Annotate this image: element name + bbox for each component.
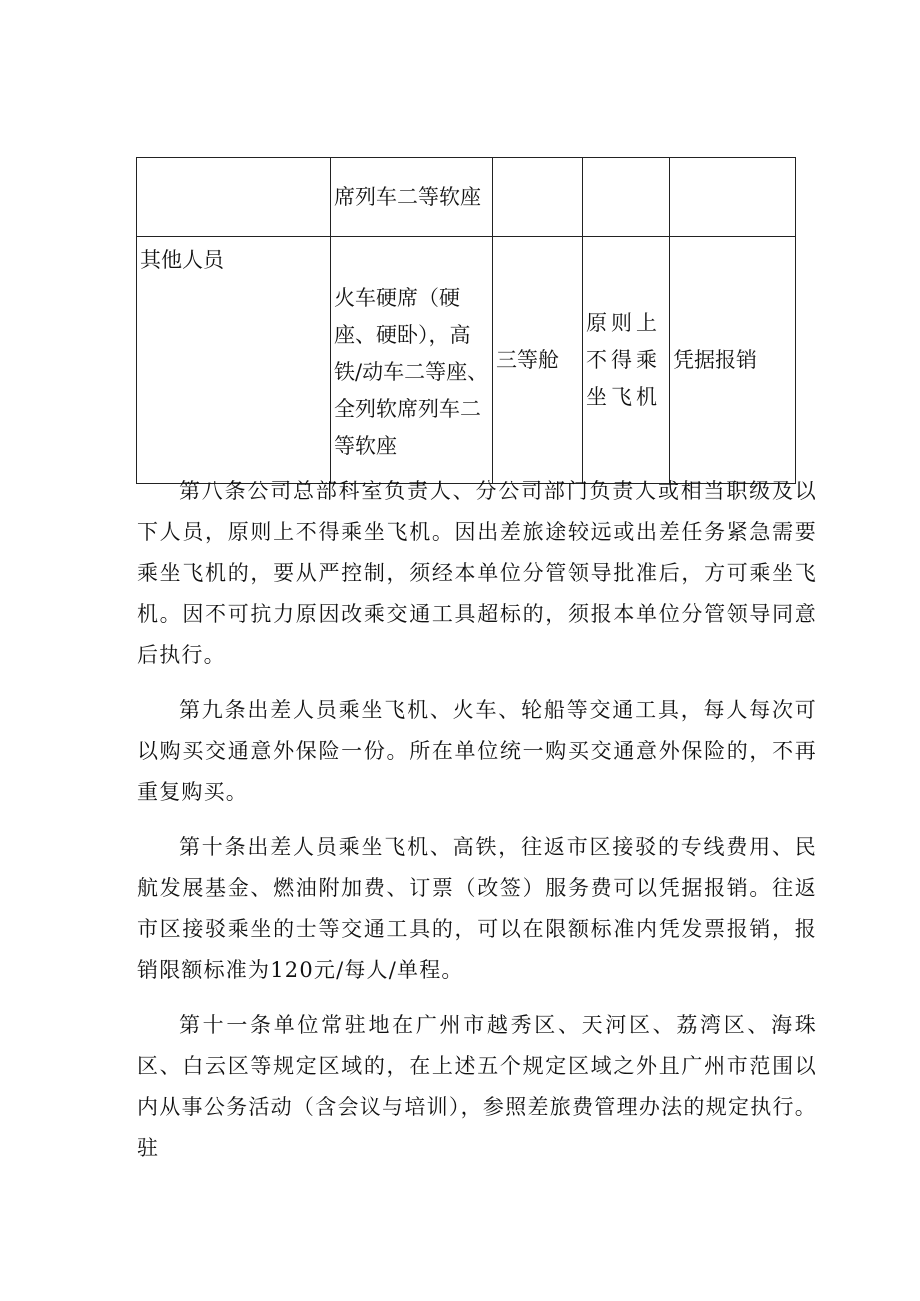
other-standard-text: 凭据报销 — [673, 347, 757, 372]
table-cell-category — [137, 237, 331, 484]
article-10-paragraph: 第十条出差人员乘坐飞机、高铁，往返市区接驳的专线费用、民航发展基金、燃油附加费、订票（改签）服务费可以凭据报销。往返市区接驳乘坐的士等交通工具的，可以在限额标准内凭发票报销，报销限额标准为120元/每人/单程。 — [137, 835, 817, 982]
regulation-body — [137, 471, 817, 1183]
table-cell-category — [137, 158, 331, 237]
table-cell-flight — [583, 237, 670, 484]
table-cell-train — [331, 237, 493, 484]
category-text: 其他人员 — [140, 248, 224, 272]
train-standard-text: 席列车二等软座 — [334, 184, 481, 209]
table-cell-other — [670, 158, 796, 237]
train-standard-text: 火车硬席（硬座、硬卧），高铁/动车二等座、全列软席列车二等软座 — [334, 285, 489, 458]
flight-standard-text: 原则上不得乘坐飞机 — [586, 310, 659, 409]
article-9-paragraph: 第九条出差人员乘坐飞机、火车、轮船等交通工具，每人每次可以购买交通意外保险一份。所在单位统一购买交通意外保险的，不再重复购买。 — [137, 698, 817, 804]
travel-standards-table — [136, 157, 796, 484]
table-cell-ship — [493, 237, 583, 484]
table-row — [137, 237, 796, 484]
table-row — [137, 158, 796, 237]
table-cell-train — [331, 158, 493, 237]
article-11-paragraph: 第十一条单位常驻地在广州市越秀区、天河区、荔湾区、海珠区、白云区等规定区域的，在上述五个规定区域之外且广州市范围以内从事公务活动（含会议与培训），参照差旅费管理办法的规定执行。驻 — [137, 1013, 817, 1160]
ship-standard-text: 三等舱 — [496, 347, 559, 372]
article-8-paragraph: 第八条公司总部科室负责人、分公司部门负责人或相当职级及以下人员，原则上不得乘坐飞机。因出差旅途较远或出差任务紧急需要乘坐飞机的，要从严控制，须经本单位分管领导批准后，方可乘坐飞机。因不可抗力原因改乘交通工具超标的，须报本单位分管领导同意后执行。 — [137, 479, 817, 667]
table-cell-other — [670, 237, 796, 484]
table-cell-flight — [583, 158, 670, 237]
table-cell-ship — [493, 158, 583, 237]
